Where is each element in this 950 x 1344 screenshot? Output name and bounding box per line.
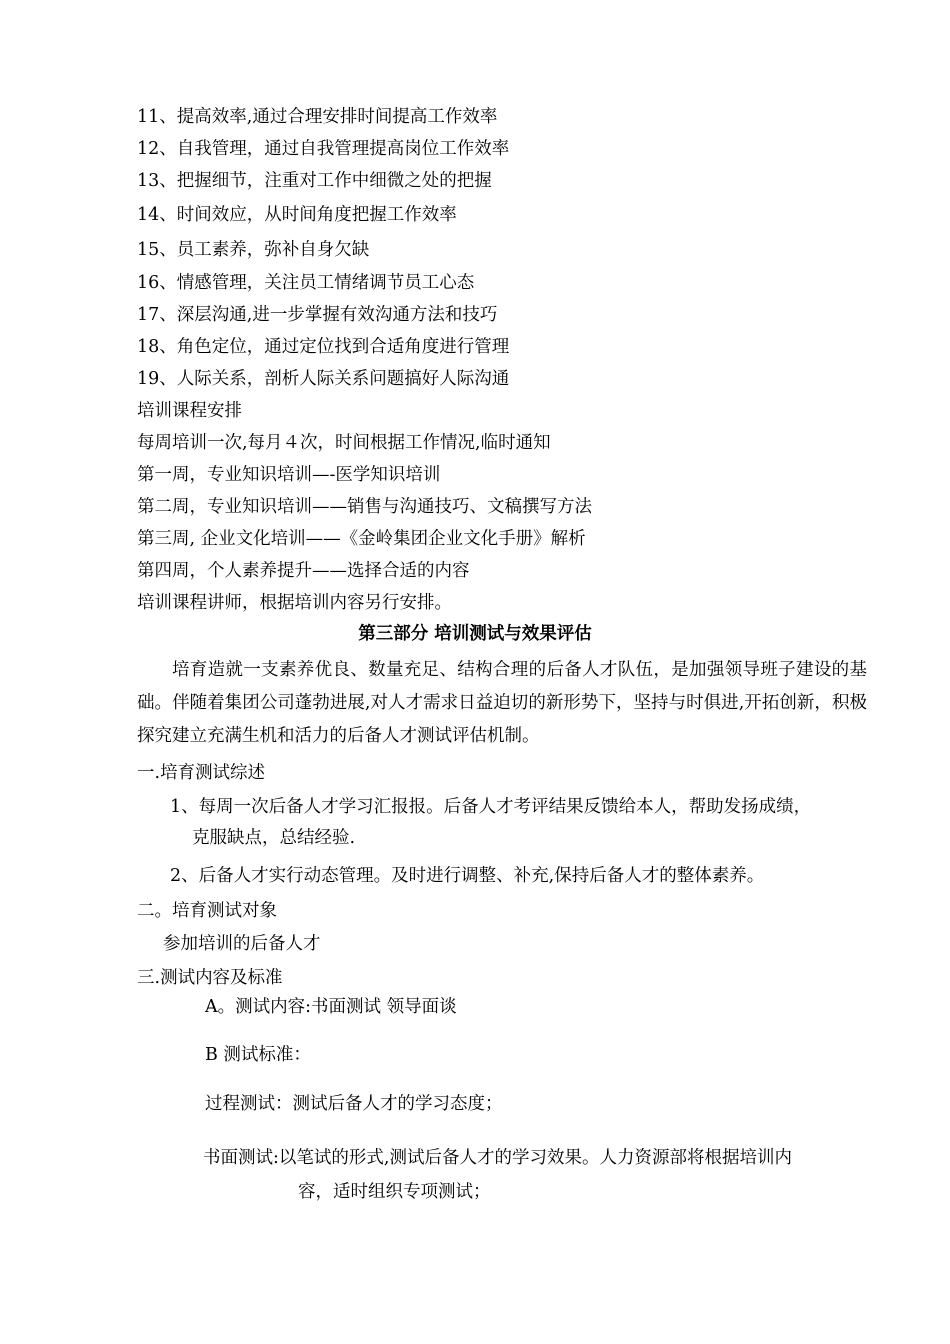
list-item-13: 13、把握细节，注重对工作中细微之处的把握 (137, 171, 492, 191)
list-item-12: 12、自我管理，通过自我管理提高岗位工作效率 (137, 139, 510, 159)
section3-title: 三.测试内容及标准 (137, 968, 283, 988)
section1-item2: 2、后备人才实行动态管理。及时进行调整、补充,保持后备人才的整体素养。 (170, 866, 765, 886)
section3-process-test: 过程测试：测试后备人才的学习态度； (205, 1094, 503, 1114)
list-item-16: 16、情感管理，关注员工情绪调节员工心态 (137, 273, 475, 293)
section2-title: 二。培育测试对象 (137, 901, 277, 921)
section3-written-test-line1: 书面测试:以笔试的形式,测试后备人才的学习效果。人力资源部将根据培训内 (203, 1148, 792, 1168)
section-heading: 第三部分 培训测试与效果评估 (358, 624, 592, 644)
section3-content-a: A。测试内容:书面测试 领导面谈 (205, 997, 457, 1017)
intro-paragraph: 培育造就一支素养优良、数量充足、结构合理的后备人才队伍，是加强领导班子建设的基础。伴随着集团公司蓬勃进展,对人才需求日益迫切的新形势下，坚持与时俱进,开拓创新，积极探究建立充满生机和活力的后备人才测试评估机制。 (137, 660, 867, 746)
schedule-week2: 第二周，专业知识培训——销售与沟通技巧、文稿撰写方法 (137, 497, 592, 517)
schedule-week4: 第四周，个人素养提升——选择合适的内容 (137, 561, 470, 581)
list-item-17: 17、深层沟通,进一步掌握有效沟通方法和技巧 (137, 305, 498, 325)
section1-item1 (170, 792, 890, 854)
schedule-week1: 第一周，专业知识培训—-医学知识培训 (137, 465, 441, 485)
schedule-title: 培训课程安排 (137, 401, 242, 421)
list-item-18: 18、角色定位，通过定位找到合适角度进行管理 (137, 337, 510, 357)
section1-item1-line1: 1、每周一次后备人才学习汇报报。后备人才考评结果反馈给本人，帮助发扬成绩， (170, 797, 812, 817)
section1-title: 一.培育测试综述 (137, 763, 266, 783)
list-item-14: 14、时间效应，从时间角度把握工作效率 (137, 205, 457, 225)
section1-item1-line2: 克服缺点，总结经验. (192, 828, 356, 848)
list-item-15: 15、员工素养，弥补自身欠缺 (137, 240, 370, 260)
list-item-11: 11、提高效率,通过合理安排时间提高工作效率 (137, 107, 498, 127)
section2-body: 参加培训的后备人才 (163, 934, 321, 954)
section3-written-test-line2: 容，适时组织专项测试； (298, 1182, 491, 1202)
schedule-frequency: 每周培训一次,每月４次，时间根据工作情况,临时通知 (137, 433, 551, 453)
section3-content-b: B 测试标准： (205, 1045, 311, 1065)
schedule-week3: 第三周, 企业文化培训——《金岭集团企业文化手册》解析 (137, 529, 586, 549)
schedule-lecturer: 培训课程讲师，根据培训内容另行安排。 (137, 593, 452, 613)
list-item-19: 19、人际关系，剖析人际关系问题搞好人际沟通 (137, 369, 510, 389)
